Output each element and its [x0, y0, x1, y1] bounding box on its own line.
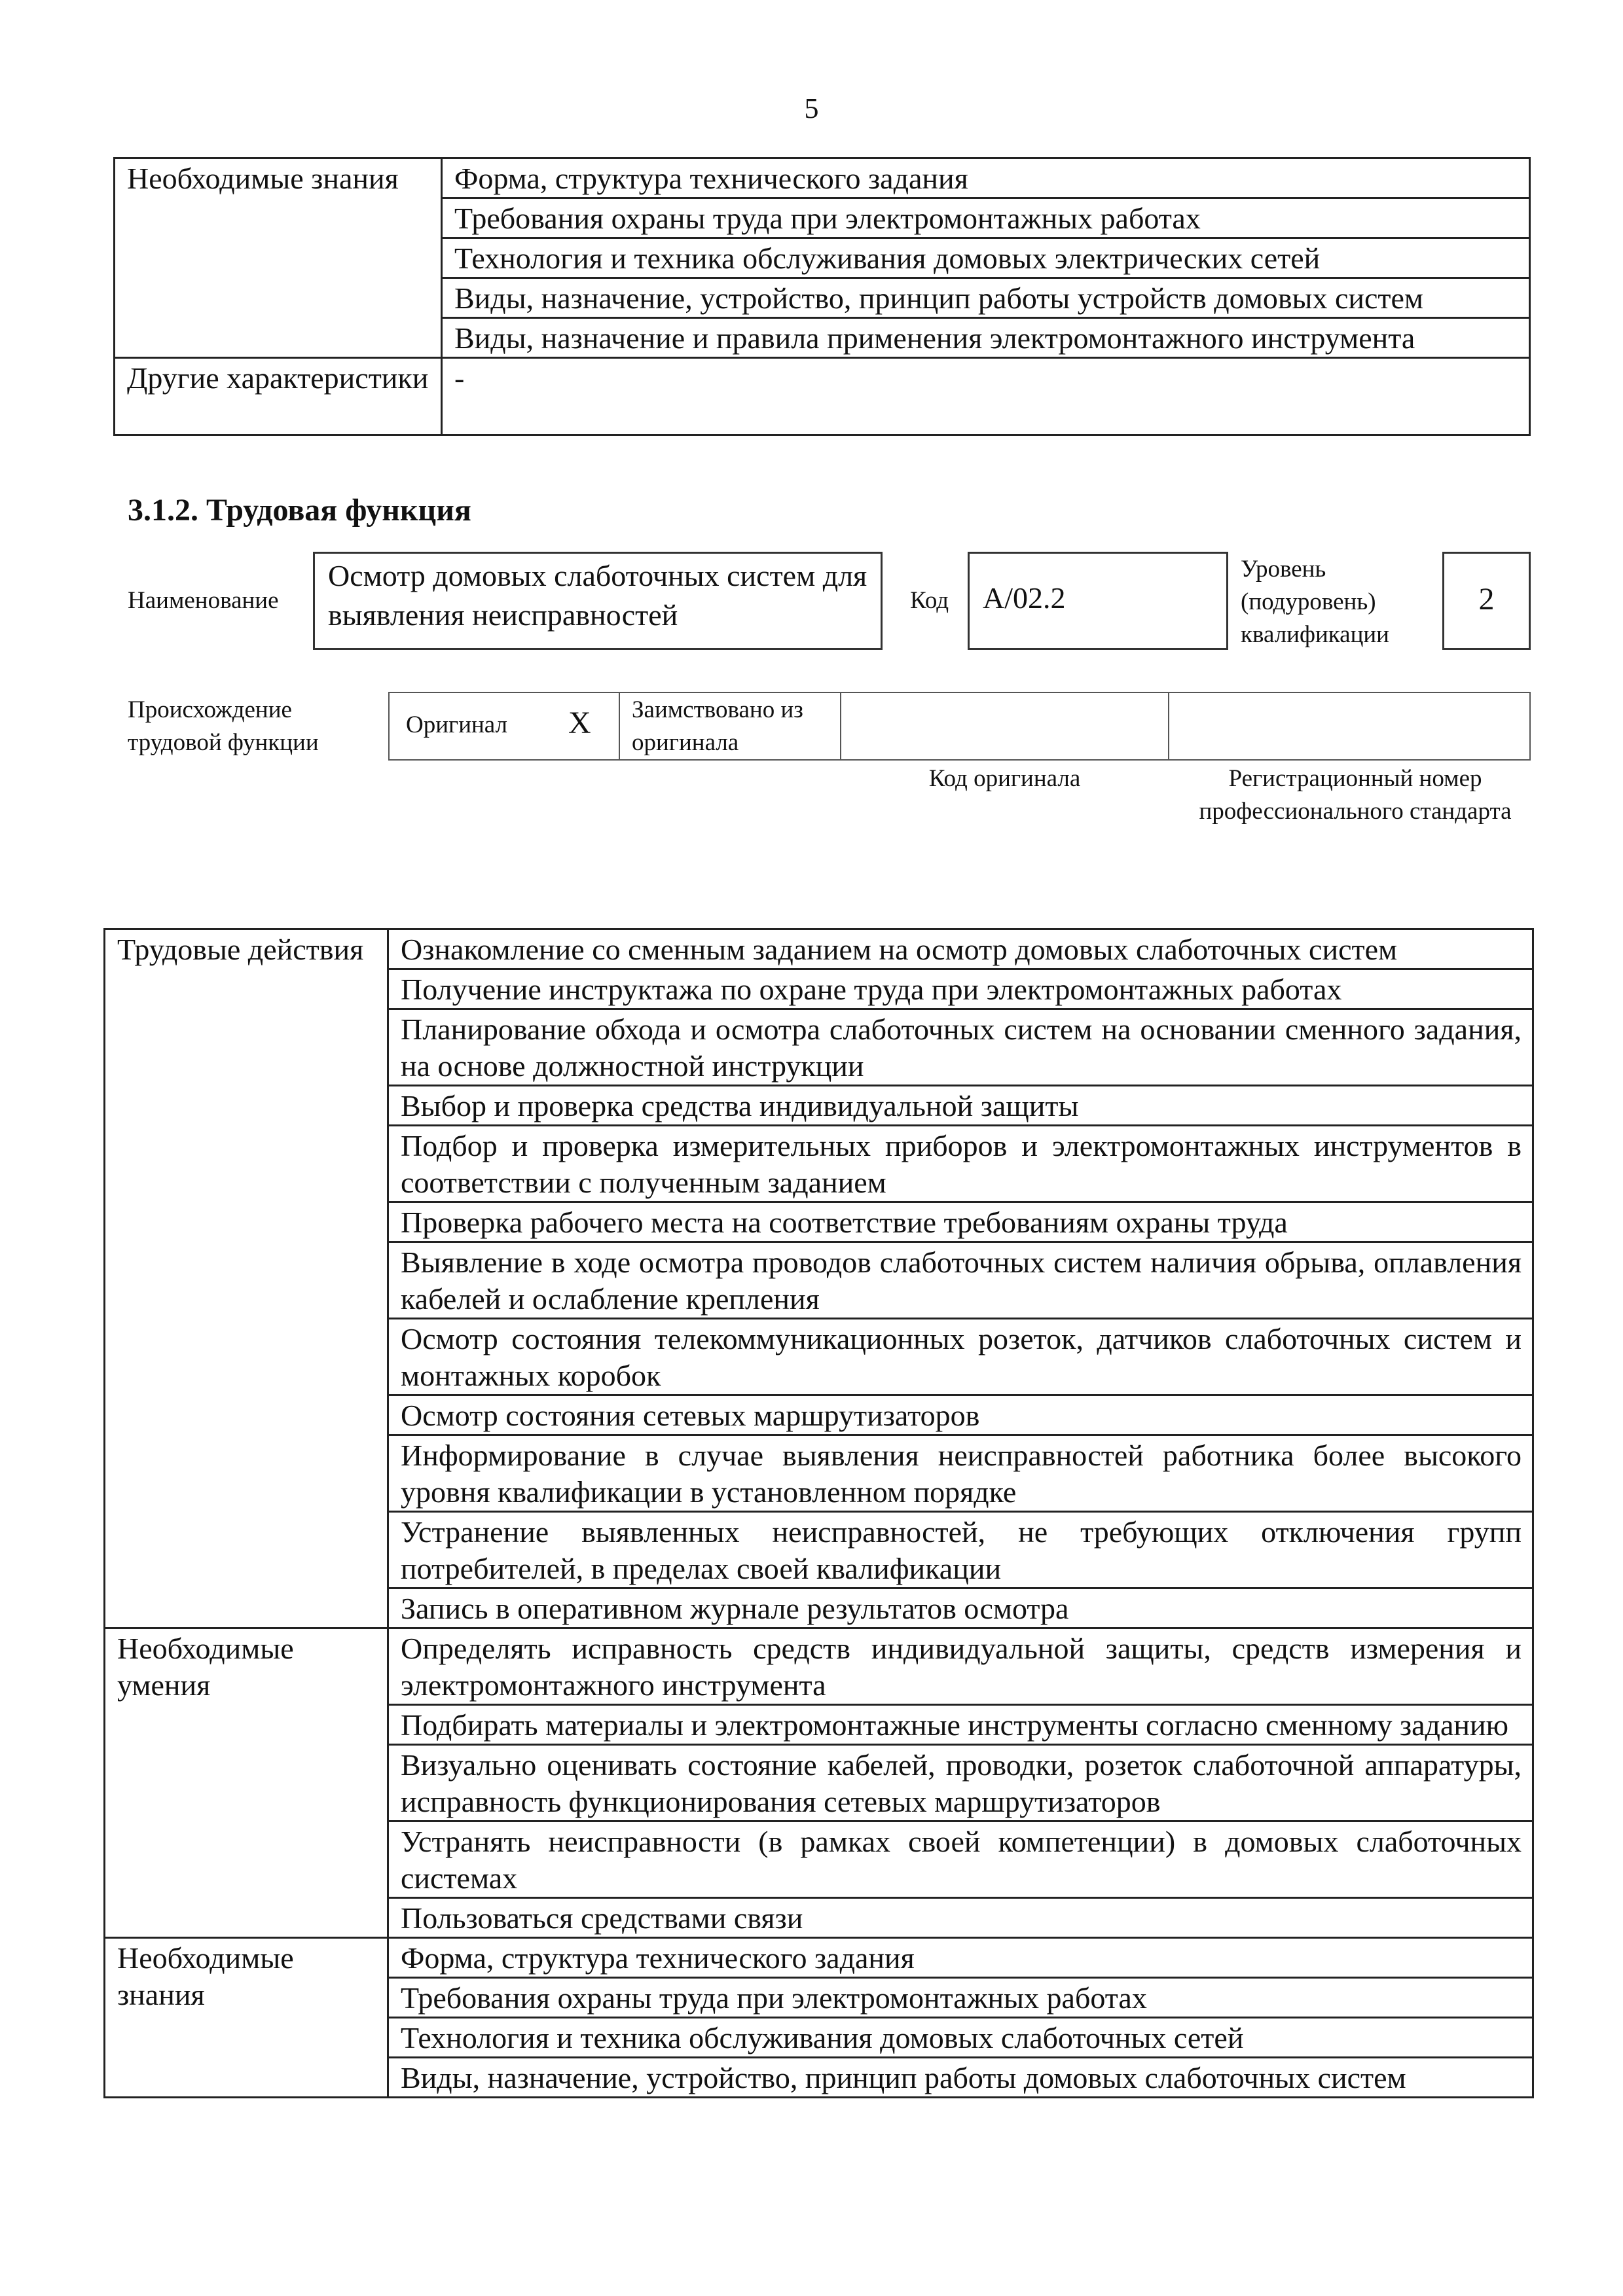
skill-item: Определять исправность средств индивидуальной защиты, средств измерения и электромонтажного инструмента	[388, 1628, 1533, 1705]
action-item: Осмотр состояния сетевых маршрутизаторов	[388, 1395, 1533, 1435]
action-item: Ознакомление со сменным заданием на осмотр домовых слаботочных систем	[388, 929, 1533, 969]
knowledge-item: Технология и техника обслуживания домовых слаботочных сетей	[388, 2018, 1533, 2058]
action-item: Устранение выявленных неисправностей, не требующих отключения групп потребителей, в пределах своей квалификации	[388, 1512, 1533, 1588]
action-item: Запись в оперативном журнале результатов осмотра	[388, 1588, 1533, 1628]
action-item: Проверка рабочего места на соответствие требованиям охраны труда	[388, 1202, 1533, 1242]
reg-number-caption: Регистрационный номер профессионального стандарта	[1199, 765, 1512, 825]
function-name-box	[313, 552, 883, 650]
action-item: Выявление в ходе осмотра проводов слаботочных систем наличия обрыва, оплавления кабелей и ослабление крепления	[388, 1242, 1533, 1319]
actions-label: Трудовые действия	[105, 929, 388, 1628]
function-name-value: Осмотр домовых слаботочных систем для выявления неисправностей	[328, 559, 867, 632]
knowledge-label: Необходимые знания	[105, 1938, 388, 2098]
other-characteristics-label: Другие характеристики	[115, 358, 442, 435]
skill-item: Устранять неисправности (в рамках своей компетенции) в домовых слаботочных системах	[388, 1821, 1533, 1898]
function-code-value: А/02.2	[983, 581, 1066, 615]
knowledge-item: Виды, назначение, устройство, принцип работы устройств домовых систем	[442, 278, 1530, 318]
skill-item: Визуально оценивать состояние кабелей, проводки, розеток слаботочной аппаратуры, исправность функционирования сетевых маршрутизаторов	[388, 1745, 1533, 1821]
original-mark: X	[568, 706, 591, 740]
level-box	[1442, 552, 1531, 650]
name-label: Наименование	[128, 587, 279, 614]
skill-item: Подбирать материалы и электромонтажные инструменты согласно сменному заданию	[388, 1705, 1533, 1745]
page-number: 5	[804, 92, 819, 124]
original-label: Оригинал	[406, 711, 508, 738]
knowledge-item: Требования охраны труда при электромонтажных работах	[442, 198, 1530, 238]
action-item: Подбор и проверка измерительных приборов и электромонтажных инструментов в соответствии с полученным заданием	[388, 1126, 1533, 1202]
knowledge-table-continued	[113, 157, 1531, 436]
original-code-cell	[840, 692, 1169, 761]
section-title: 3.1.2. Трудовая функция	[128, 493, 471, 528]
function-code-box	[968, 552, 1228, 650]
level-label: Уровень (подуровень) квалификации	[1241, 556, 1389, 648]
action-item: Получение инструктажа по охране труда при электромонтажных работах	[388, 969, 1533, 1009]
labor-function-table	[103, 928, 1534, 2098]
knowledge-item: Технология и техника обслуживания домовых электрических сетей	[442, 238, 1530, 278]
action-item: Информирование в случае выявления неисправностей работника более высокого уровня квалификации в установленном порядке	[388, 1435, 1533, 1512]
knowledge-item: Форма, структура технического задания	[442, 158, 1530, 198]
action-item: Планирование обхода и осмотра слаботочных систем на основании сменного задания, на основе должностной инструкции	[388, 1009, 1533, 1086]
other-characteristics-value: -	[442, 358, 1530, 435]
skill-item: Пользоваться средствами связи	[388, 1898, 1533, 1938]
knowledge-item: Виды, назначение, устройство, принцип работы домовых слаботочных систем	[388, 2058, 1533, 2098]
knowledge-item: Требования охраны труда при электромонтажных работах	[388, 1978, 1533, 2018]
knowledge-label: Необходимые знания	[115, 158, 442, 358]
knowledge-item: Виды, назначение и правила применения электромонтажного инструмента	[442, 318, 1530, 358]
origin-label: Происхождение трудовой функции	[128, 696, 319, 756]
level-value: 2	[1478, 582, 1495, 617]
code-label: Код	[910, 587, 949, 614]
action-item: Осмотр состояния телекоммуникационных розеток, датчиков слаботочных систем и монтажных коробок	[388, 1319, 1533, 1395]
original-code-caption: Код оригинала	[928, 765, 1081, 792]
skills-label: Необходимые умения	[105, 1628, 388, 1938]
borrowed-label: Заимствовано из оригинала	[632, 696, 803, 756]
action-item: Выбор и проверка средства индивидуальной защиты	[388, 1086, 1533, 1126]
knowledge-item: Форма, структура технического задания	[388, 1938, 1533, 1978]
